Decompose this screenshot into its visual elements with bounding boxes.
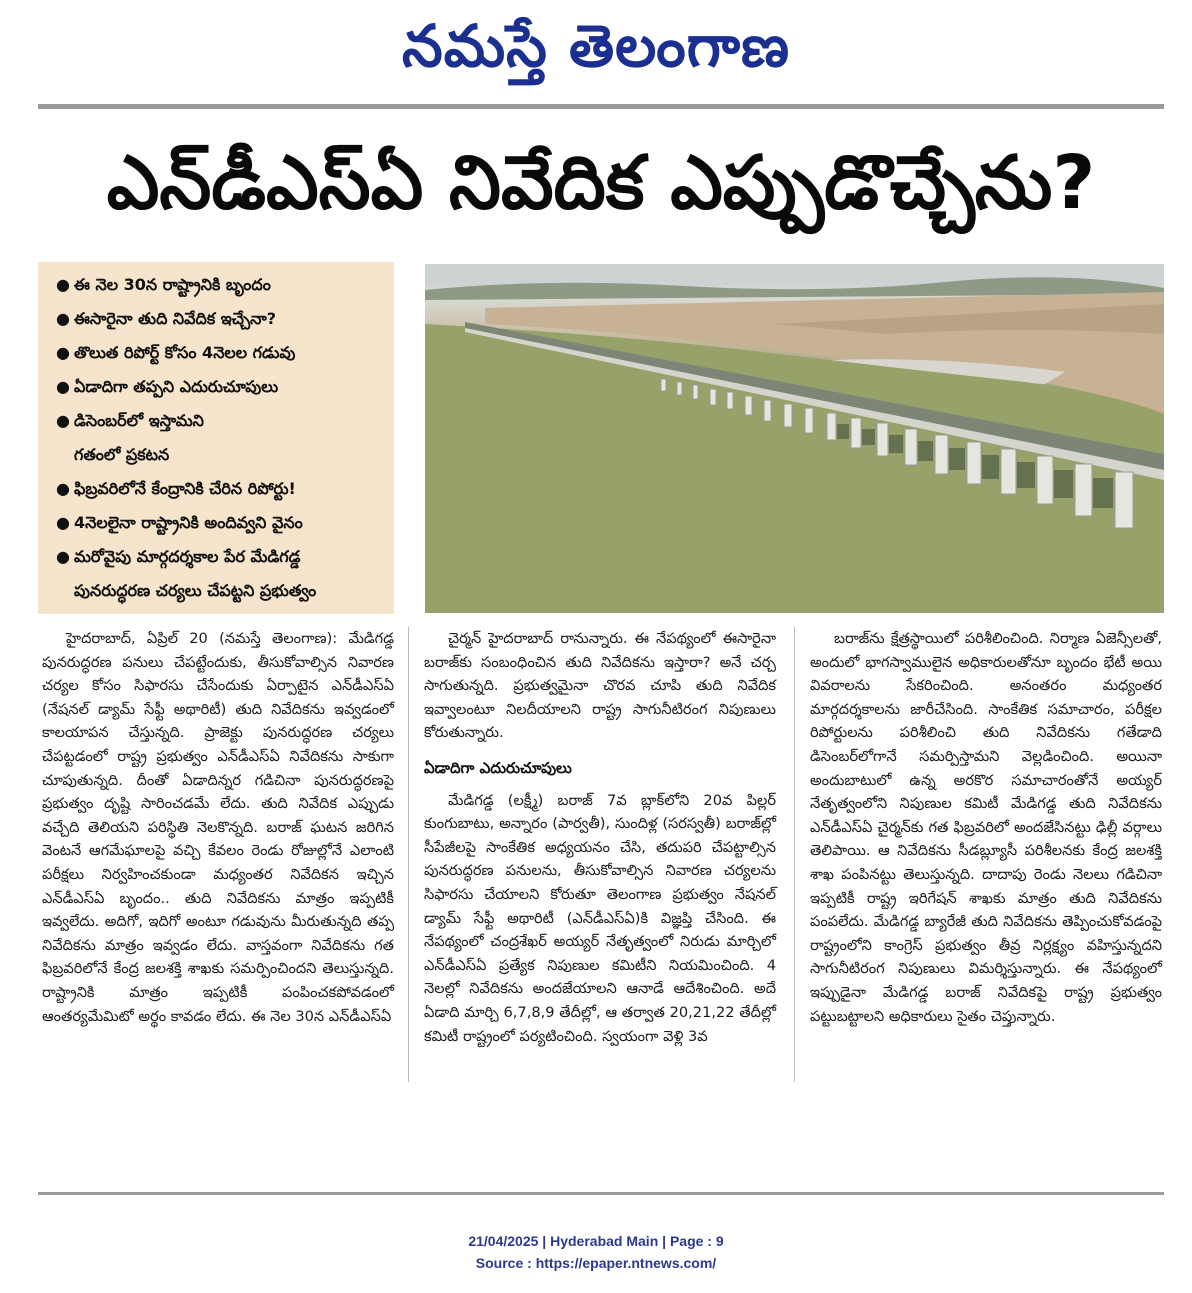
article-paragraph: బరాజ్‌ను క్షేత్రస్థాయిలో పరిశీలించింది. నిర్మాణ ఏజెన్సీలతో, అందులో భాగస్వాములైన అధికారులతోనూ బృందం భేటీ అయి వివరాలను సేకరించింది. అనంతరం మధ్యంతర మార్గదర్శకాలను జారీచేసింది. సాంకేతిక సమాచారం, పరీక్షల రిపోర్టులను పరిశీలించి తుది నివేదికను గతేడాది డిసెంబర్‌లోగానే సమర్పిస్తామని వెల్లడించింది. అయినా అందుబాటులో ఉన్న అరకొర సమాచారంతోనే అయ్యర్‌ నేతృత్వంలోని నిపుణుల కమిటీ మేడిగడ్డ తుది నివేదికను ఎన్‌డీఎస్‌ఏ చైర్మన్‌కు గత ఫిబ్రవరిలో అందజేసినట్టు ఢిల్లీ వర్గాలు తెలిపాయి. ఆ నివేదికను సీడబ్ల్యూసీ పరిశీలనకు కేంద్ర జలశక్తి శాఖ పంపినట్టు తెలుస్తున్నది. దాదాపు రెండు నెలలు గడిచినా ఇప్పటికీ రాష్ట్ర ఇరిగేషన్‌ శాఖకు మాత్రం తుది నివేదికను పంపలేదు. మేడిగడ్డ బ్యారేజీ తుది నివేదికను తెప్పించుకోవడంపై రాష్ట్రంలోని కాంగ్రెస్‌ ప్రభుత్వం తీవ్ర నిర్లక్ష్యం వహిస్తున్నదని సాగునీటిరంగ నిపుణులు విమర్శిస్తున్నారు. ఈ నేపథ్యంలో ఇప్పుడైనా మేడిగడ్డ బరాజ్‌ నివేదికపై రాష్ట్ర ప్రభుత్వం పట్టుబట్టాలని అధికారులు సైతం చెప్తున్నారు. [810, 630, 1162, 1025]
column-divider [794, 627, 795, 1082]
bullet-icon: ● [56, 377, 70, 396]
headline: ఎన్‌డీఎస్‌ఏ నివేదిక ఎప్పుడొచ్చేను? [106, 140, 1096, 226]
article-paragraph: చైర్మన్‌ హైదరాబాద్‌ రానున్నారు. ఈ నేపథ్యంలో ఈసారైనా బరాజ్‌కు సంబంధించిన తుది నివేదికను ఇస్తారా? అనే చర్చ సాగుతున్నది. ప్రభుత్వమైనా చొరవ చూపి తుది నివేదిక ఇవ్వాలంటూ నిలదీయాలని రాష్ట్ర సాగునీటిరంగ నిపుణులు కోరుతున్నారు. [424, 630, 776, 742]
article-column-1 [42, 627, 394, 1028]
article-paragraph: హైదరాబాద్‌, ఏప్రిల్‌ 20 (నమస్తే తెలంగాణ): మేడిగడ్డ పునరుద్ధరణ పనులు చేపట్టేందుకు, తీసుకోవాల్సిన నివారణ చర్యల కోసం సిఫారసు చేసేందుకు ఏర్పాటైన ఎన్‌డీఎస్‌ఏ (నేషనల్‌ డ్యామ్‌ సేఫ్టీ అథారిటీ) తుది నివేదికను ఇవ్వడంలో కాలయాపన చేస్తున్నది. ప్రాజెక్టు పునరుద్ధరణ చర్యలు చేపట్టడంలో రాష్ట్ర ప్రభుత్వం ఎన్‌డీఎస్‌ఏ నివేదికను సాకుగా చూపుతున్నది. దీంతో ఏడాదిన్నర గడిచినా పునరుద్ధరణపై ప్రభుత్వం దృష్టి సారించడమే లేదు. తుది నివేదిక ఎప్పుడు వచ్చేది తెలియని పరిస్థితి నెలకొన్నది. బరాజ్‌ ఘటన జరిగిన వెంటనే ఆగమేఘాలపై వచ్చి కేవలం రెండు రోజుల్లోనే ఎలాంటి పరీక్షలు నిర్వహించకుండా మధ్యంతర నివేదికన ఇచ్చిన ఎన్‌డీఎస్‌ఏ బృందం.. తుది నివేదికను మాత్రం ఇప్పటికీ ఇవ్వలేదు. అదిగో, ఇదిగో అంటూ గడువును మీరుతున్నది తప్ప నివేదికను మాత్రం ఇవ్వడం లేదు. వాస్తవంగా నివేదికను గత ఫిబ్రవరిలోనే కేంద్ర జలశక్తి శాఖకు సమర్పించిందని తెలుస్తున్నది. రాష్ట్రానికి మాత్రం ఇప్పటికీ పంపించకపోవడంలో ఆంతర్యమేమిటో అర్థం కావడం లేదు. ఈ నెల 30న ఎన్‌డీఎస్‌ఏ [42, 630, 394, 1025]
highlight-item-continued: పునరుద్ధరణ చర్యలు చేపట్టని ప్రభుత్వం [74, 581, 317, 600]
bullet-icon: ● [56, 343, 70, 362]
highlight-item: ● ఏడాదిగా తప్పని ఎదురుచూపులు [56, 370, 388, 404]
highlight-item: ● ఈ నెల 30న రాష్ట్రానికి బృందం [56, 268, 388, 302]
footer [0, 1230, 1192, 1274]
highlight-item: ● మరోవైపు మార్గదర్శకాల పేర మేడిగడ్డ [56, 540, 388, 574]
bullet-icon: ● [56, 309, 70, 328]
highlight-item-continued: గతంలో ప్రకటన [74, 445, 170, 464]
highlight-item: ● ఈసారైనా తుది నివేదిక ఇచ్చేనా? [56, 302, 388, 336]
masthead-logo: నమస్తే తెలంగాణ [402, 12, 790, 80]
footer-dateline: 21/04/2025 | Hyderabad Main | Page : 9 [468, 1233, 724, 1249]
column-divider [408, 627, 409, 1082]
highlight-item: ● డిసెంబర్‌లో ఇస్తామని [56, 404, 388, 438]
highlight-item: ● ఫిబ్రవరిలోనే కేంద్రానికి చేరిన రిపోర్టు! [56, 472, 388, 506]
barrage-photo [425, 264, 1164, 613]
footer-source[interactable]: Source : https://epaper.ntnews.com/ [475, 1255, 717, 1271]
highlight-item: ● 4నెలలైనా రాష్ట్రానికి అందివ్వని వైనం [56, 506, 388, 540]
bullet-icon: ● [56, 275, 70, 294]
top-divider [38, 104, 1164, 109]
article-column-3 [810, 627, 1162, 1028]
section-subhead: ఏడాదిగా ఎదురుచూపులు [424, 758, 572, 777]
highlight-item: ● తొలుత రిపోర్ట్‌ కోసం 4నెలల గడువు [56, 336, 388, 370]
bullet-icon: ● [56, 547, 70, 566]
article-paragraph: మేడిగడ్డ (లక్ష్మీ) బరాజ్‌ 7వ బ్లాక్‌లోని 20వ పిల్లర్‌ కుంగుబాటు, అన్నారం (పార్వతీ), సుందిళ్ల (సరస్వతీ) బరాజ్‌ల్లో సీపేజీలపై సాంకేతిక అధ్యయనం చేసి, తదుపరి చేపట్టాల్సిన పునరుద్ధరణ పనులను, తీసుకోవాల్సిన నివారణ చర్యలను సిఫారసు చేయాలని కోరుతూ తెలంగాణ ప్రభుత్వం నేషనల్‌ డ్యామ్‌ సేఫ్టీ అథారిటీ (ఎన్‌డీఎస్‌ఏ)కి విజ్ఞప్తి చేసింది. ఈ నేపథ్యంలో చంద్రశేఖర్‌ అయ్యర్‌ నేతృత్వంలో నిరుడు మార్చిలో ఎన్‌డీఎస్‌ఏ ప్రత్యేక నిపుణుల కమిటీని నియమించింది. 4 నెలల్లో నివేదికను అందజేయాలని ఆనాడే ఆదేశించింది. అదే ఏడాది మార్చి 6,7,8,9 తేదీల్లో, ఆ తర్వాత 20,21,22 తేదీల్లో కమిటీ రాష్ట్రంలో పర్యటించింది. స్వయంగా వెళ్లి 3వ [424, 791, 776, 1045]
bullet-icon: ● [56, 513, 70, 532]
bullet-icon: ● [56, 479, 70, 498]
bullet-icon: ● [56, 411, 70, 430]
highlights-box [38, 262, 394, 614]
bottom-divider [38, 1192, 1164, 1195]
barrage-photo-illustration [425, 264, 1164, 613]
article-column-2 [424, 627, 776, 1048]
